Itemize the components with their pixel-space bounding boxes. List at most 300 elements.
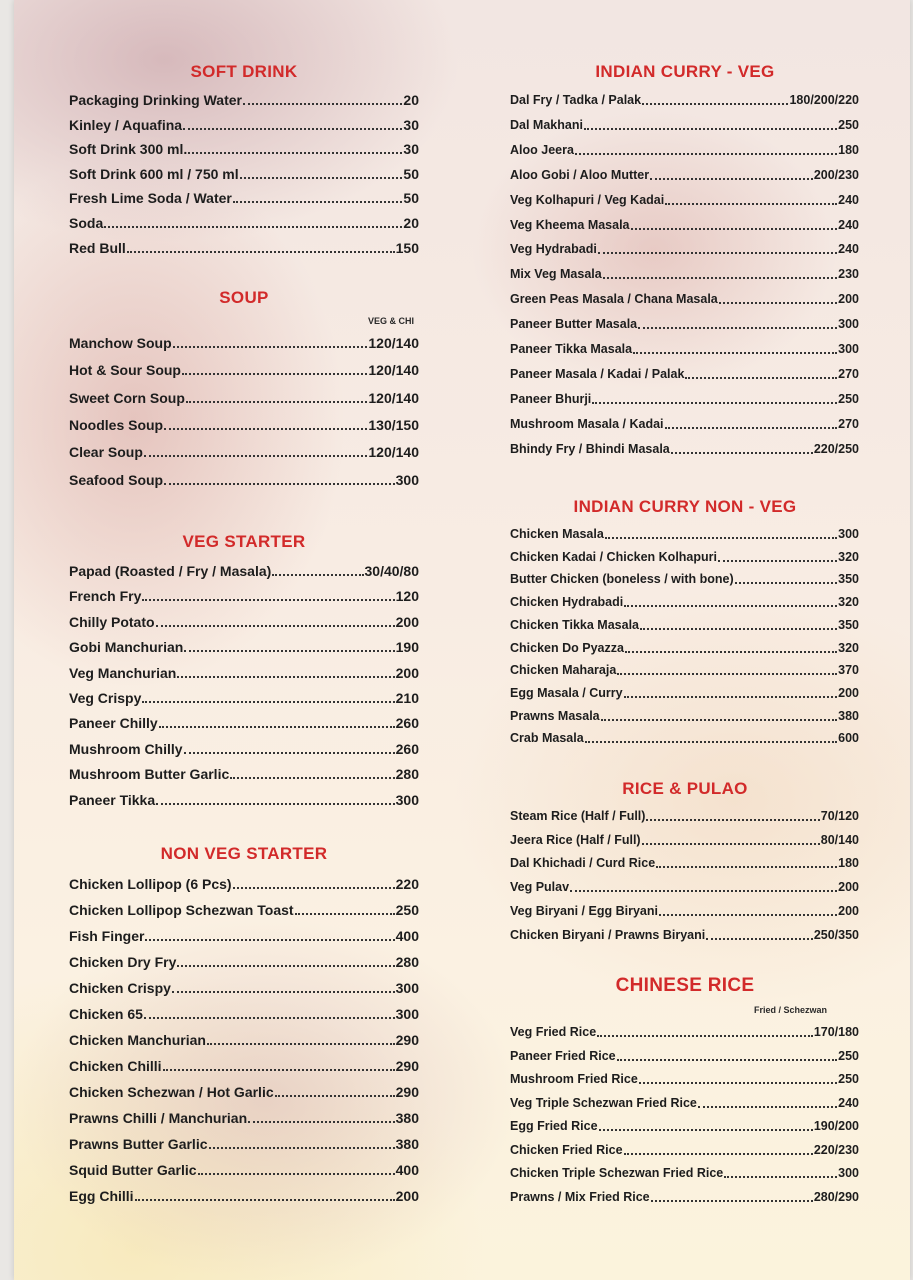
menu-item	[69, 1136, 419, 1152]
dot-leader	[188, 152, 402, 154]
menu-item-price: 250	[838, 117, 859, 132]
menu-item-name: Chicken Schezwan / Hot Garlic	[69, 1084, 274, 1100]
menu-item-name: Mushroom Chilly	[69, 740, 183, 757]
menu-item-price: 300	[838, 527, 859, 541]
menu-item-price: 400	[395, 1162, 419, 1178]
menu-item-price: 380	[838, 708, 859, 723]
menu-item	[510, 1119, 859, 1133]
menu-item-name: Chicken Dry Fry	[69, 954, 177, 970]
dot-leader	[735, 582, 838, 584]
menu-item-name: Soft Drink 600 ml / 750 ml	[69, 165, 239, 182]
menu-item-price: 130/150	[368, 416, 419, 433]
dot-leader	[186, 401, 367, 403]
dot-leader	[233, 201, 403, 203]
dot-leader	[617, 673, 837, 675]
menu-item	[69, 190, 419, 206]
section-title-veg-starter: VEG STARTER	[182, 532, 306, 551]
dot-leader	[584, 128, 837, 130]
menu-page	[14, 0, 910, 1280]
dot-leader	[724, 1176, 837, 1178]
menu-item-name: Manchow Soup	[69, 335, 172, 351]
menu-item	[510, 317, 859, 331]
menu-item-price: 270	[838, 416, 859, 431]
menu-item-name: Prawns / Mix Fried Rice	[510, 1189, 650, 1204]
menu-item-name: Chicken Hydrabadi	[510, 595, 624, 610]
menu-item	[69, 335, 419, 351]
menu-item-name: Egg Chilli	[69, 1188, 134, 1204]
menu-item	[510, 641, 859, 655]
menu-item-name: Veg Hydrabadi	[510, 242, 597, 257]
menu-item-price: 240	[838, 192, 859, 207]
menu-item-name: Mushroom Butter Garlic	[69, 766, 230, 783]
menu-item	[510, 1143, 859, 1157]
menu-item-price: 400	[395, 928, 419, 944]
dot-leader	[651, 1200, 813, 1202]
dot-leader	[685, 377, 837, 379]
menu-item-price: 120/140	[368, 362, 419, 379]
menu-item-price: 120/140	[368, 335, 419, 351]
dot-leader	[177, 676, 394, 678]
menu-item	[69, 1110, 419, 1126]
dot-leader	[706, 938, 813, 940]
menu-item	[510, 1190, 859, 1204]
menu-item-price: 320	[838, 640, 859, 655]
menu-item	[510, 242, 859, 256]
menu-item-price: 250	[395, 902, 419, 918]
menu-item-price: 260	[395, 715, 419, 732]
menu-item-price: 200	[395, 613, 419, 630]
menu-item-price: 120	[395, 588, 419, 605]
menu-item	[69, 690, 419, 706]
menu-item	[510, 267, 859, 281]
menu-item-price: 290	[395, 1032, 419, 1048]
menu-item-price: 600	[838, 731, 859, 746]
menu-item-price: 50	[403, 190, 419, 207]
menu-item	[69, 444, 419, 460]
menu-item-name: Chicken Lollipop (6 Pcs)	[69, 876, 232, 892]
menu-item-price: 240	[838, 1095, 859, 1110]
dot-leader	[642, 843, 820, 845]
dot-leader	[665, 203, 837, 205]
section-title-indian-curry-veg: INDIAN CURRY - VEG	[595, 62, 775, 81]
menu-item-name: Sweet Corn Soup	[69, 389, 185, 406]
dot-leader	[159, 726, 395, 728]
dot-leader	[575, 153, 837, 155]
dot-leader	[639, 1082, 837, 1084]
dot-leader	[624, 605, 837, 607]
menu-item-price: 200	[395, 1188, 419, 1204]
dot-leader	[698, 1106, 837, 1108]
menu-item-name: Chicken Fried Rice	[510, 1142, 623, 1157]
menu-item-name: Gobi Manchurian	[69, 639, 184, 656]
menu-item-price: 280/290	[813, 1189, 859, 1204]
dot-leader	[719, 302, 837, 304]
menu-item-price: 300	[395, 471, 419, 488]
menu-item	[69, 954, 419, 970]
dot-leader	[631, 228, 838, 230]
dot-leader	[184, 650, 394, 652]
menu-item	[69, 390, 419, 406]
menu-item-name: Dal Khichadi / Curd Rice	[510, 856, 656, 871]
menu-item	[510, 618, 859, 632]
menu-item	[69, 639, 419, 655]
menu-item	[69, 741, 419, 757]
menu-item-name: Jeera Rice (Half / Full)	[510, 832, 641, 847]
dot-leader	[642, 103, 788, 105]
menu-item-name: Chicken Crispy	[69, 980, 171, 996]
dot-leader	[248, 1121, 394, 1123]
menu-item-price: 120/140	[368, 389, 419, 406]
dot-leader	[156, 625, 395, 627]
menu-item-price: 300	[395, 791, 419, 808]
menu-item-name: Chicken Maharaja	[510, 663, 617, 678]
menu-item-price: 200	[838, 903, 859, 918]
dot-leader	[603, 277, 837, 279]
dot-leader	[585, 741, 837, 743]
menu-item-price: 220	[395, 876, 419, 892]
dot-leader	[650, 178, 813, 180]
dot-leader	[142, 599, 394, 601]
dot-leader	[135, 1199, 395, 1201]
menu-item	[510, 442, 859, 456]
menu-item-name: Papad (Roasted / Fry / Masala)	[69, 563, 272, 579]
menu-item-name: Bhindy Fry / Bhindi Masala	[510, 441, 670, 456]
menu-item	[510, 595, 859, 609]
menu-item-name: Noodles Soup	[69, 416, 164, 433]
dot-leader	[172, 991, 395, 993]
menu-item-name: Paneer Fried Rice	[510, 1048, 616, 1063]
dot-leader	[144, 1017, 395, 1019]
menu-item	[510, 731, 859, 745]
menu-item	[69, 665, 419, 681]
menu-item	[69, 614, 419, 630]
menu-item-price: 240	[838, 217, 859, 232]
menu-item-name: Paneer Tikka	[69, 791, 156, 808]
dot-leader	[597, 1035, 813, 1037]
dot-leader	[209, 1147, 395, 1149]
menu-item-price: 200/230	[813, 167, 859, 182]
dot-leader	[272, 574, 363, 576]
menu-item-price: 20	[403, 92, 419, 108]
menu-item-price: 380	[395, 1110, 419, 1126]
dot-leader	[633, 352, 837, 354]
menu-item	[69, 1084, 419, 1100]
menu-item	[69, 792, 419, 808]
menu-item-name: Veg Manchurian	[69, 664, 177, 681]
menu-item-price: 320	[838, 595, 859, 610]
menu-item-price: 210	[395, 690, 419, 706]
menu-item-price: 30/40/80	[364, 563, 419, 579]
menu-item	[510, 550, 859, 564]
menu-item-price: 250	[838, 1072, 859, 1086]
section-title-soup: SOUP	[219, 288, 269, 307]
menu-item-name: Green Peas Masala / Chana Masala	[510, 292, 718, 307]
menu-item-price: 290	[395, 1084, 419, 1100]
menu-item-price: 170/180	[813, 1025, 859, 1039]
dot-leader	[624, 696, 838, 698]
dot-leader	[127, 251, 395, 253]
menu-item-price: 200	[838, 880, 859, 895]
menu-item-price: 300	[838, 317, 859, 332]
dot-leader	[144, 455, 367, 457]
menu-item-name: Paneer Tikka Masala	[510, 342, 633, 356]
menu-item	[69, 92, 419, 108]
dot-leader	[659, 914, 837, 916]
menu-item	[69, 472, 419, 488]
menu-item-name: Paneer Butter Masala	[510, 317, 638, 332]
dot-leader	[183, 128, 402, 130]
menu-item	[510, 1166, 859, 1180]
section-title-rice-pulao: RICE & PULAO	[622, 779, 748, 798]
menu-item	[69, 1188, 419, 1204]
menu-item-price: 350	[838, 617, 859, 632]
menu-item	[510, 93, 859, 107]
menu-item-name: Veg Fried Rice	[510, 1025, 597, 1039]
menu-item-price: 190/200	[813, 1119, 859, 1133]
menu-item-name: Fish Finger	[69, 928, 145, 944]
menu-item-name: Veg Biryani / Egg Biryani	[510, 903, 658, 918]
menu-item	[510, 1072, 859, 1086]
dot-leader	[184, 752, 395, 754]
menu-item-name: Red Bull	[69, 239, 126, 256]
menu-item-name: Kinley / Aquafina	[69, 116, 183, 133]
menu-item-name: Chicken 65	[69, 1006, 143, 1022]
menu-item-name: Veg Pulav	[510, 880, 570, 895]
menu-item-price: 250	[838, 391, 859, 406]
dot-leader	[624, 1153, 813, 1155]
dot-leader	[177, 965, 394, 967]
menu-item-name: Hot & Sour Soup	[69, 362, 181, 379]
dot-leader	[671, 452, 813, 454]
section-title-non-veg-starter: NON VEG STARTER	[160, 844, 328, 863]
menu-item	[510, 880, 859, 894]
menu-item	[69, 588, 419, 604]
menu-item-name: Crab Masala	[510, 731, 584, 746]
menu-item-name: Steam Rice (Half / Full)	[510, 809, 646, 823]
menu-item	[69, 1058, 419, 1074]
menu-item-price: 50	[403, 165, 419, 182]
menu-item-name: Mix Veg Masala	[510, 267, 602, 282]
menu-item-price: 250	[838, 1048, 859, 1063]
menu-item-name: Chilly Potato	[69, 613, 155, 630]
menu-item-name: Chicken Biryani / Prawns Biryani	[510, 927, 706, 942]
menu-item-price: 240	[838, 242, 859, 257]
menu-item	[69, 417, 419, 433]
menu-item-name: Chicken Kadai / Chicken Kolhapuri	[510, 549, 717, 564]
menu-item	[510, 1025, 859, 1039]
menu-item-price: 220/230	[813, 1142, 859, 1157]
dot-leader	[142, 701, 394, 703]
menu-item-name: Aloo Gobi / Aloo Mutter	[510, 167, 650, 182]
dot-leader	[275, 1095, 395, 1097]
menu-item	[510, 527, 859, 541]
section-title-soft-drink: SOFT DRINK	[190, 62, 298, 81]
dot-leader	[240, 177, 403, 179]
menu-item-price: 350	[838, 572, 859, 587]
menu-item-price: 180	[838, 142, 859, 157]
menu-item-price: 150	[395, 239, 419, 256]
menu-item-price: 80/140	[820, 832, 859, 847]
section-title-chinese-rice: CHINESE RICE	[615, 975, 755, 996]
menu-item	[69, 902, 419, 918]
menu-item	[69, 362, 419, 378]
menu-item-price: 190	[395, 639, 419, 656]
menu-item-name: Butter Chicken (boneless / with bone)	[510, 572, 734, 587]
dot-leader	[243, 103, 402, 105]
menu-item	[69, 240, 419, 256]
menu-item-name: Aloo Jeera	[510, 142, 574, 157]
menu-item-price: 200	[395, 664, 419, 681]
dot-leader	[598, 252, 837, 254]
menu-item	[69, 563, 419, 579]
menu-item-price: 300	[395, 980, 419, 996]
menu-item-name: Chicken Chilli	[69, 1058, 162, 1074]
menu-item-name: Dal Fry / Tadka / Palak	[510, 93, 642, 107]
menu-item-price: 200	[838, 292, 859, 307]
menu-item-name: Prawns Masala	[510, 708, 600, 723]
menu-item	[510, 417, 859, 431]
menu-item-name: Mushroom Fried Rice	[510, 1072, 638, 1086]
menu-item-name: Dal Makhani	[510, 117, 583, 132]
menu-item-price: 220/250	[813, 441, 859, 456]
menu-item-name: Veg Triple Schezwan Fried Rice	[510, 1095, 697, 1110]
menu-item-price: 30	[403, 116, 419, 133]
dot-leader	[104, 226, 402, 228]
dot-leader	[295, 913, 395, 915]
dot-leader	[656, 866, 837, 868]
menu-item-name: Prawns Chilli / Manchurian	[69, 1110, 248, 1126]
menu-item-name: Chicken Triple Schezwan Fried Rice	[510, 1166, 724, 1180]
menu-item-name: Paneer Bhurji	[510, 391, 592, 406]
menu-item-name: French Fry	[69, 588, 142, 605]
menu-item	[510, 833, 859, 847]
menu-item	[69, 117, 419, 133]
dot-leader	[646, 819, 819, 821]
menu-item-price: 300	[838, 342, 859, 356]
menu-item-price: 230	[838, 267, 859, 282]
menu-item	[69, 980, 419, 996]
menu-item-name: Mushroom Masala / Kadai	[510, 416, 664, 431]
menu-item-price: 260	[395, 740, 419, 757]
menu-item-price: 380	[395, 1136, 419, 1152]
dot-leader	[599, 1129, 813, 1131]
menu-item	[69, 215, 419, 231]
dot-leader	[625, 651, 837, 653]
menu-item-price: 300	[395, 1006, 419, 1022]
menu-item	[510, 143, 859, 157]
menu-item	[510, 663, 859, 677]
menu-item-price: 20	[403, 215, 419, 231]
menu-item-price: 180	[838, 856, 859, 871]
menu-item-price: 280	[395, 766, 419, 783]
dot-leader	[230, 777, 394, 779]
menu-item-name: Prawns Butter Garlic	[69, 1136, 208, 1152]
menu-item	[69, 1006, 419, 1022]
menu-item	[510, 572, 859, 586]
menu-item-name: Paneer Chilly	[69, 715, 158, 732]
menu-item	[69, 876, 419, 892]
dot-leader	[640, 628, 837, 630]
menu-item-price: 250/350	[813, 927, 859, 942]
menu-item	[510, 1096, 859, 1110]
dot-leader	[207, 1043, 395, 1045]
menu-item-name: Fresh Lime Soda / Water	[69, 190, 232, 207]
menu-item	[69, 928, 419, 944]
menu-item-name: Veg Kheema Masala	[510, 217, 630, 232]
menu-item	[510, 118, 859, 132]
menu-item	[510, 367, 859, 381]
dot-leader	[182, 373, 367, 375]
dot-leader	[570, 890, 837, 892]
menu-item-name: Egg Masala / Curry	[510, 685, 623, 700]
menu-item	[69, 715, 419, 731]
menu-item-name: Veg Kolhapuri / Veg Kadai	[510, 192, 665, 207]
menu-item	[510, 686, 859, 700]
menu-item	[510, 809, 859, 823]
menu-item-name: Squid Butter Garlic	[69, 1162, 197, 1178]
menu-item-name: Veg Crispy	[69, 690, 142, 706]
dot-leader	[163, 1069, 395, 1071]
dot-leader	[198, 1173, 395, 1175]
dot-leader	[665, 427, 838, 429]
menu-item-price: 30	[403, 141, 419, 158]
menu-item-price: 370	[838, 663, 859, 678]
menu-item-price: 70/120	[820, 809, 859, 823]
menu-item	[510, 292, 859, 306]
menu-item	[510, 1049, 859, 1063]
menu-item-price: 320	[838, 549, 859, 564]
dot-leader	[638, 327, 837, 329]
menu-item	[69, 166, 419, 182]
dot-leader	[233, 887, 395, 889]
menu-item-name: Clear Soup	[69, 444, 143, 461]
menu-item	[510, 168, 859, 182]
dot-leader	[145, 939, 394, 941]
menu-item-name: Paneer Masala / Kadai / Palak	[510, 366, 685, 381]
menu-item-price: 120/140	[368, 444, 419, 461]
menu-item	[510, 928, 859, 942]
menu-item-name: Chicken Tikka Masala	[510, 617, 640, 632]
dot-leader	[617, 1059, 838, 1061]
menu-item	[69, 766, 419, 782]
dot-leader	[605, 537, 837, 539]
menu-item-name: Egg Fried Rice	[510, 1119, 598, 1133]
menu-item-name: Seafood Soup	[69, 471, 164, 488]
menu-item-name: Soft Drink 300 ml.	[69, 141, 188, 158]
dot-leader	[156, 803, 395, 805]
menu-item-price: 280	[395, 954, 419, 970]
menu-item	[69, 1162, 419, 1178]
price-note-soup: VEG & CHI	[368, 316, 415, 326]
dot-leader	[173, 346, 368, 348]
menu-item-name: Chicken Manchurian	[69, 1032, 206, 1048]
menu-item-price: 270	[838, 366, 859, 381]
menu-item-name: Chicken Do Pyazza	[510, 640, 624, 655]
menu-item	[510, 392, 859, 406]
menu-item-price: 180/200/220	[789, 93, 859, 107]
menu-item-price: 300	[838, 1166, 859, 1180]
dot-leader	[601, 719, 838, 721]
menu-item	[510, 342, 859, 356]
dot-leader	[164, 483, 395, 485]
menu-item	[69, 1032, 419, 1048]
menu-item-name: Chicken Masala	[510, 527, 604, 541]
menu-item	[510, 709, 859, 723]
menu-item-name: Packaging Drinking Water	[69, 92, 242, 108]
menu-item-name: Chicken Lollipop Schezwan Toast	[69, 902, 294, 918]
menu-item	[69, 141, 419, 157]
price-note-chinese-rice: Fried / Schezwan	[754, 1005, 828, 1015]
